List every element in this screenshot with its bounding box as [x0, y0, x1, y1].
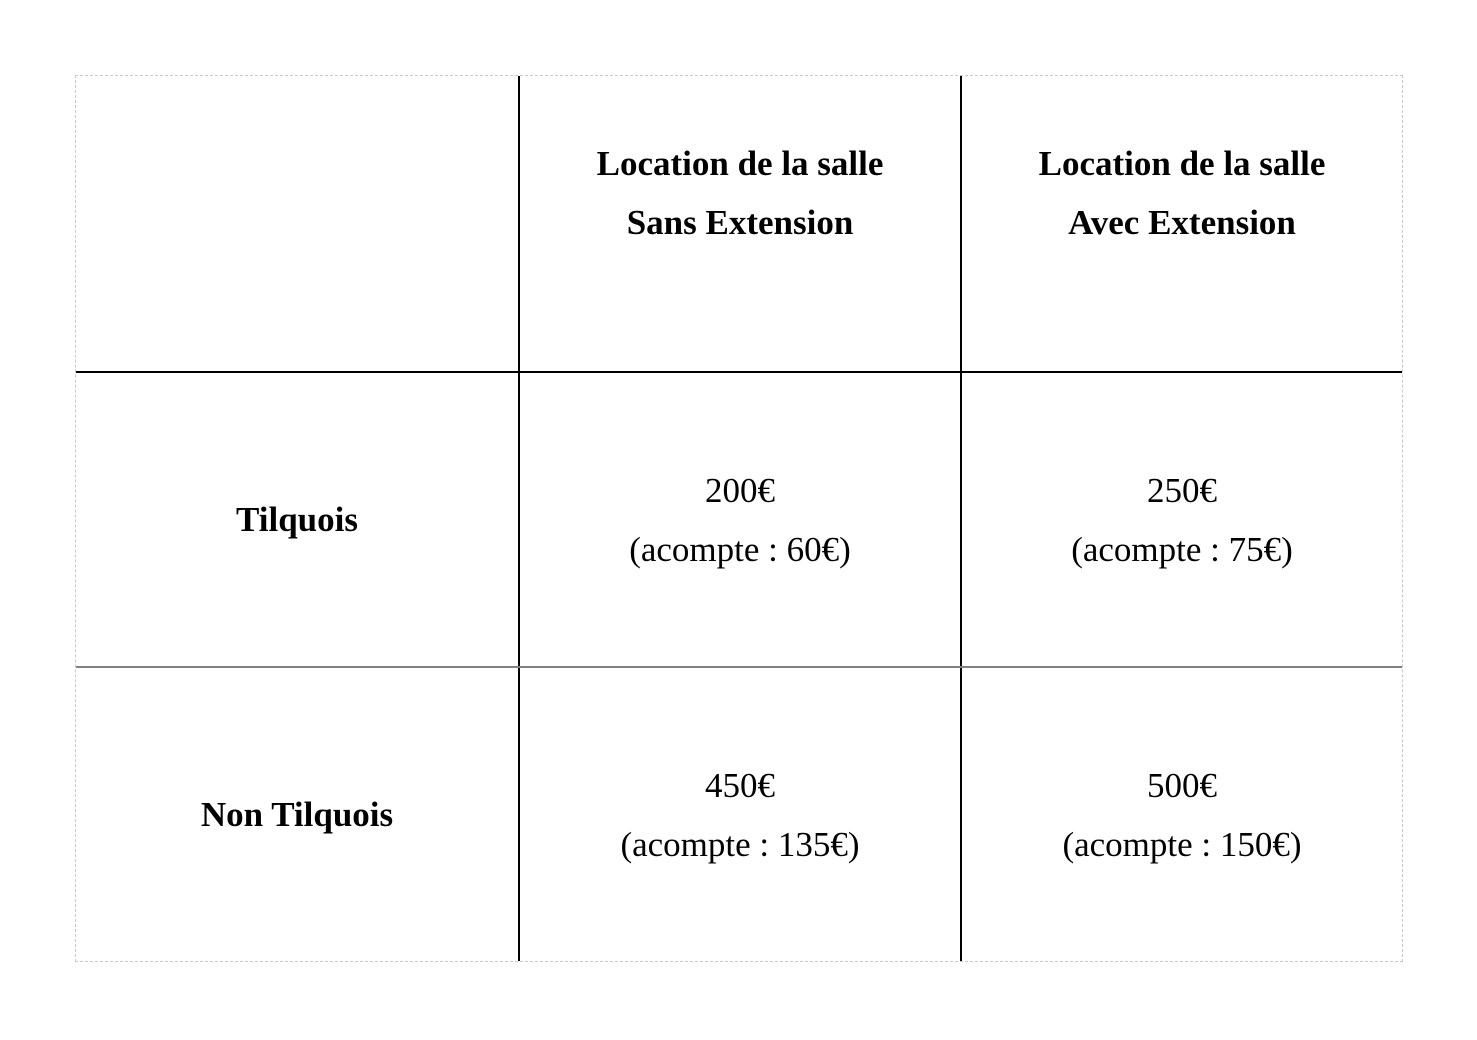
column-header-subtitle: Sans Extension — [626, 203, 854, 242]
deposit-value: (acompte : 135€) — [620, 824, 860, 864]
deposit-value: (acompte : 60€) — [629, 529, 851, 569]
price-cell — [520, 373, 960, 666]
deposit-value: (acompte : 75€) — [1071, 529, 1293, 569]
price-value: 500€ — [1147, 765, 1217, 805]
pricing-table — [75, 75, 1403, 962]
column-header-subtitle: Avec Extension — [1068, 203, 1296, 242]
column-header-title: Location de la salle — [596, 144, 884, 183]
row-header-non-tilquois — [76, 668, 518, 961]
price-cell — [520, 668, 960, 961]
price-cell — [962, 373, 1402, 666]
column-header-sans-extension — [520, 76, 960, 371]
column-header-avec-extension — [962, 76, 1402, 371]
row-label: Non Tilquois — [200, 794, 394, 834]
corner-cell — [76, 76, 518, 371]
deposit-value: (acompte : 150€) — [1062, 824, 1302, 864]
column-header-title: Location de la salle — [1038, 144, 1326, 183]
row-label: Tilquois — [236, 499, 358, 539]
price-value: 250€ — [1147, 470, 1217, 510]
price-cell — [962, 668, 1402, 961]
row-header-tilquois — [76, 373, 518, 666]
price-value: 200€ — [705, 470, 775, 510]
price-value: 450€ — [705, 765, 775, 805]
